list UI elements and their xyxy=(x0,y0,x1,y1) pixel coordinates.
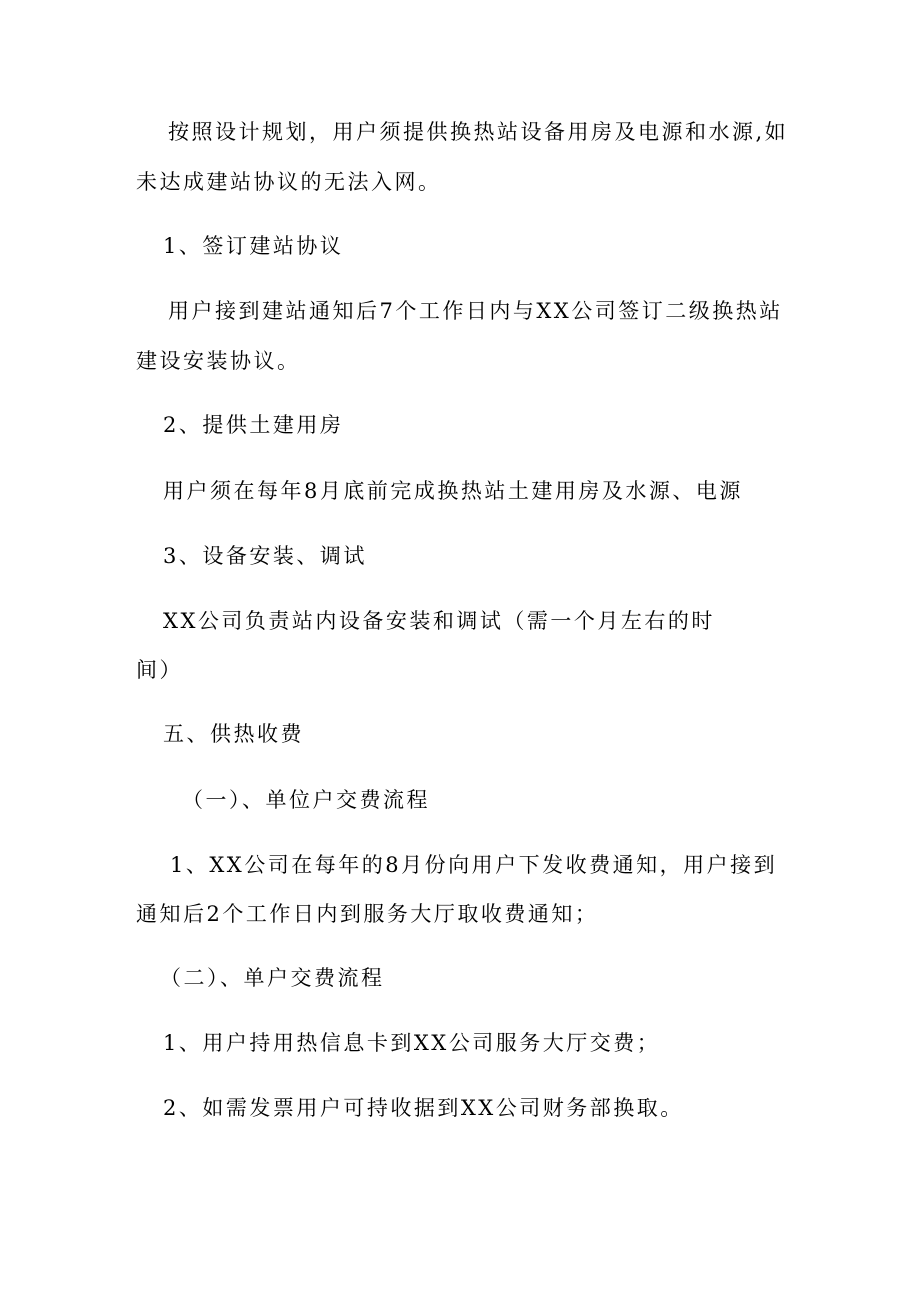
item-1-body-line-1: 用户接到建站通知后7个工作日内与XX公司签订二级换热站 xyxy=(168,299,783,323)
item-2-heading: 2、提供土建用房 xyxy=(163,413,344,437)
item-1-heading: 1、签订建站协议 xyxy=(163,234,344,258)
section-5-heading: 五、供热收费 xyxy=(163,722,304,746)
subsection-2-heading: （二）、单户交费流程 xyxy=(160,966,385,990)
item-2-body: 用户须在每年8月底前完成换热站土建用房及水源、电源 xyxy=(163,479,743,503)
subsection-1-item-1-line-2: 通知后2个工作日内到服务大厅取收费通知； xyxy=(136,902,599,926)
intro-paragraph-line-1: 按照设计规划，用户须提供换热站设备用房及电源和水源,如 xyxy=(168,120,789,144)
subsection-1-item-1-line-1: 1、XX公司在每年的8月份向用户下发收费通知，用户接到 xyxy=(170,853,778,877)
subsection-2-item-2: 2、如需发票用户可持收据到XX公司财务部换取。 xyxy=(163,1096,684,1120)
item-3-body-line-2: 间） xyxy=(136,658,183,682)
intro-paragraph-line-2: 未达成建站协议的无法入网。 xyxy=(136,170,442,194)
subsection-2-item-1: 1、用户持用热信息卡到XX公司服务大厅交费； xyxy=(163,1031,661,1055)
item-3-heading: 3、设备安装、调试 xyxy=(163,544,367,568)
item-1-body-line-2: 建设安装协议。 xyxy=(136,349,301,373)
item-3-body-line-1: XX公司负责站内设备安装和调试（需一个月左右的时 xyxy=(163,609,715,633)
subsection-1-heading: （一）、单位户交费流程 xyxy=(182,788,430,812)
